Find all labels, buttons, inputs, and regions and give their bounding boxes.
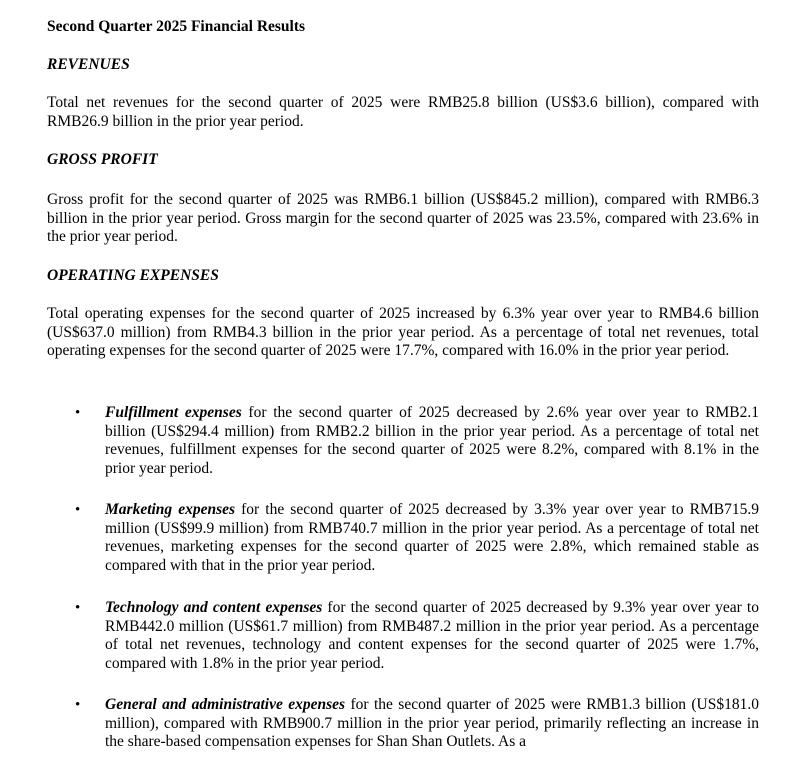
section-heading-revenues: REVENUES: [47, 56, 130, 73]
bullet-term: Marketing expenses: [105, 501, 236, 518]
bullet-marker: •: [75, 502, 81, 518]
bullet-term: General and administrative expenses: [105, 696, 346, 713]
bullet-body: for the second quarter of 2025 decreased by 9.3% year over year to RMB442.0 million (US$61.7 million) from RMB487.2 million in the prior year period. As a percentage of total net revenues, technology and content expenses for the second quarter of 2025 were 1.7%, compared with 1.8% in the prior year period.: [105, 599, 759, 673]
document-title: Second Quarter 2025 Financial Results: [47, 18, 306, 35]
bullet-term: Fulfillment expenses: [105, 404, 242, 421]
bullet-text: [105, 404, 759, 479]
bullet-text: [105, 599, 759, 674]
bullet-marker: •: [75, 405, 81, 421]
paragraph-revenues: Total net revenues for the second quarter of 2025 were RMB25.8 billion (US$3.6 billion), compared with RMB26.9 billion in the prior year period.: [47, 94, 759, 130]
bullet-marker: •: [75, 697, 81, 713]
bullet-body: for the second quarter of 2025 were RMB1.3 billion (US$181.0 million), compared with RMB900.7 million in the prior year period, primarily reflecting an increase in the share-based compensation expenses for Shan Shan Outlets. As a: [105, 696, 759, 751]
bullet-body: for the second quarter of 2025 decreased by 3.3% year over year to RMB715.9 million (US$99.9 million) from RMB740.7 million in the prior year period. As a percentage of total net revenues, marketing expenses for the second quarter of 2025 were 2.8%, which remained stable as compared with that in the prior year period.: [105, 501, 759, 575]
section-heading-operating-expenses: OPERATING EXPENSES: [47, 267, 219, 284]
bullet-term: Technology and content expenses: [105, 599, 323, 616]
bullet-text: [105, 696, 759, 752]
paragraph-operating-expenses: Total operating expenses for the second quarter of 2025 increased by 6.3% year over year to RMB4.6 billion (US$637.0 million) from RMB4.3 billion in the prior year period. As a percentage of total net revenues, total operating expenses for the second quarter of 2025 were 17.7%, compared with 16.0% in the prior year period.: [47, 305, 759, 360]
paragraph-gross-profit: Gross profit for the second quarter of 2025 was RMB6.1 billion (US$845.2 million), compared with RMB6.3 billion in the prior year period. Gross margin for the second quarter of 2025 was 23.5%, compared with 23.6% in the prior year period.: [47, 191, 759, 246]
bullet-body: for the second quarter of 2025 decreased by 2.6% year over year to RMB2.1 billion (US$294.4 million) from RMB2.2 billion in the prior year period. As a percentage of total net revenues, fulfillment expenses for the second quarter of 2025 were 8.2%, compared with 8.1% in the prior year period.: [105, 404, 759, 478]
bullet-marker: •: [75, 600, 81, 616]
section-heading-gross-profit: GROSS PROFIT: [47, 151, 158, 168]
bullet-text: [105, 501, 759, 576]
